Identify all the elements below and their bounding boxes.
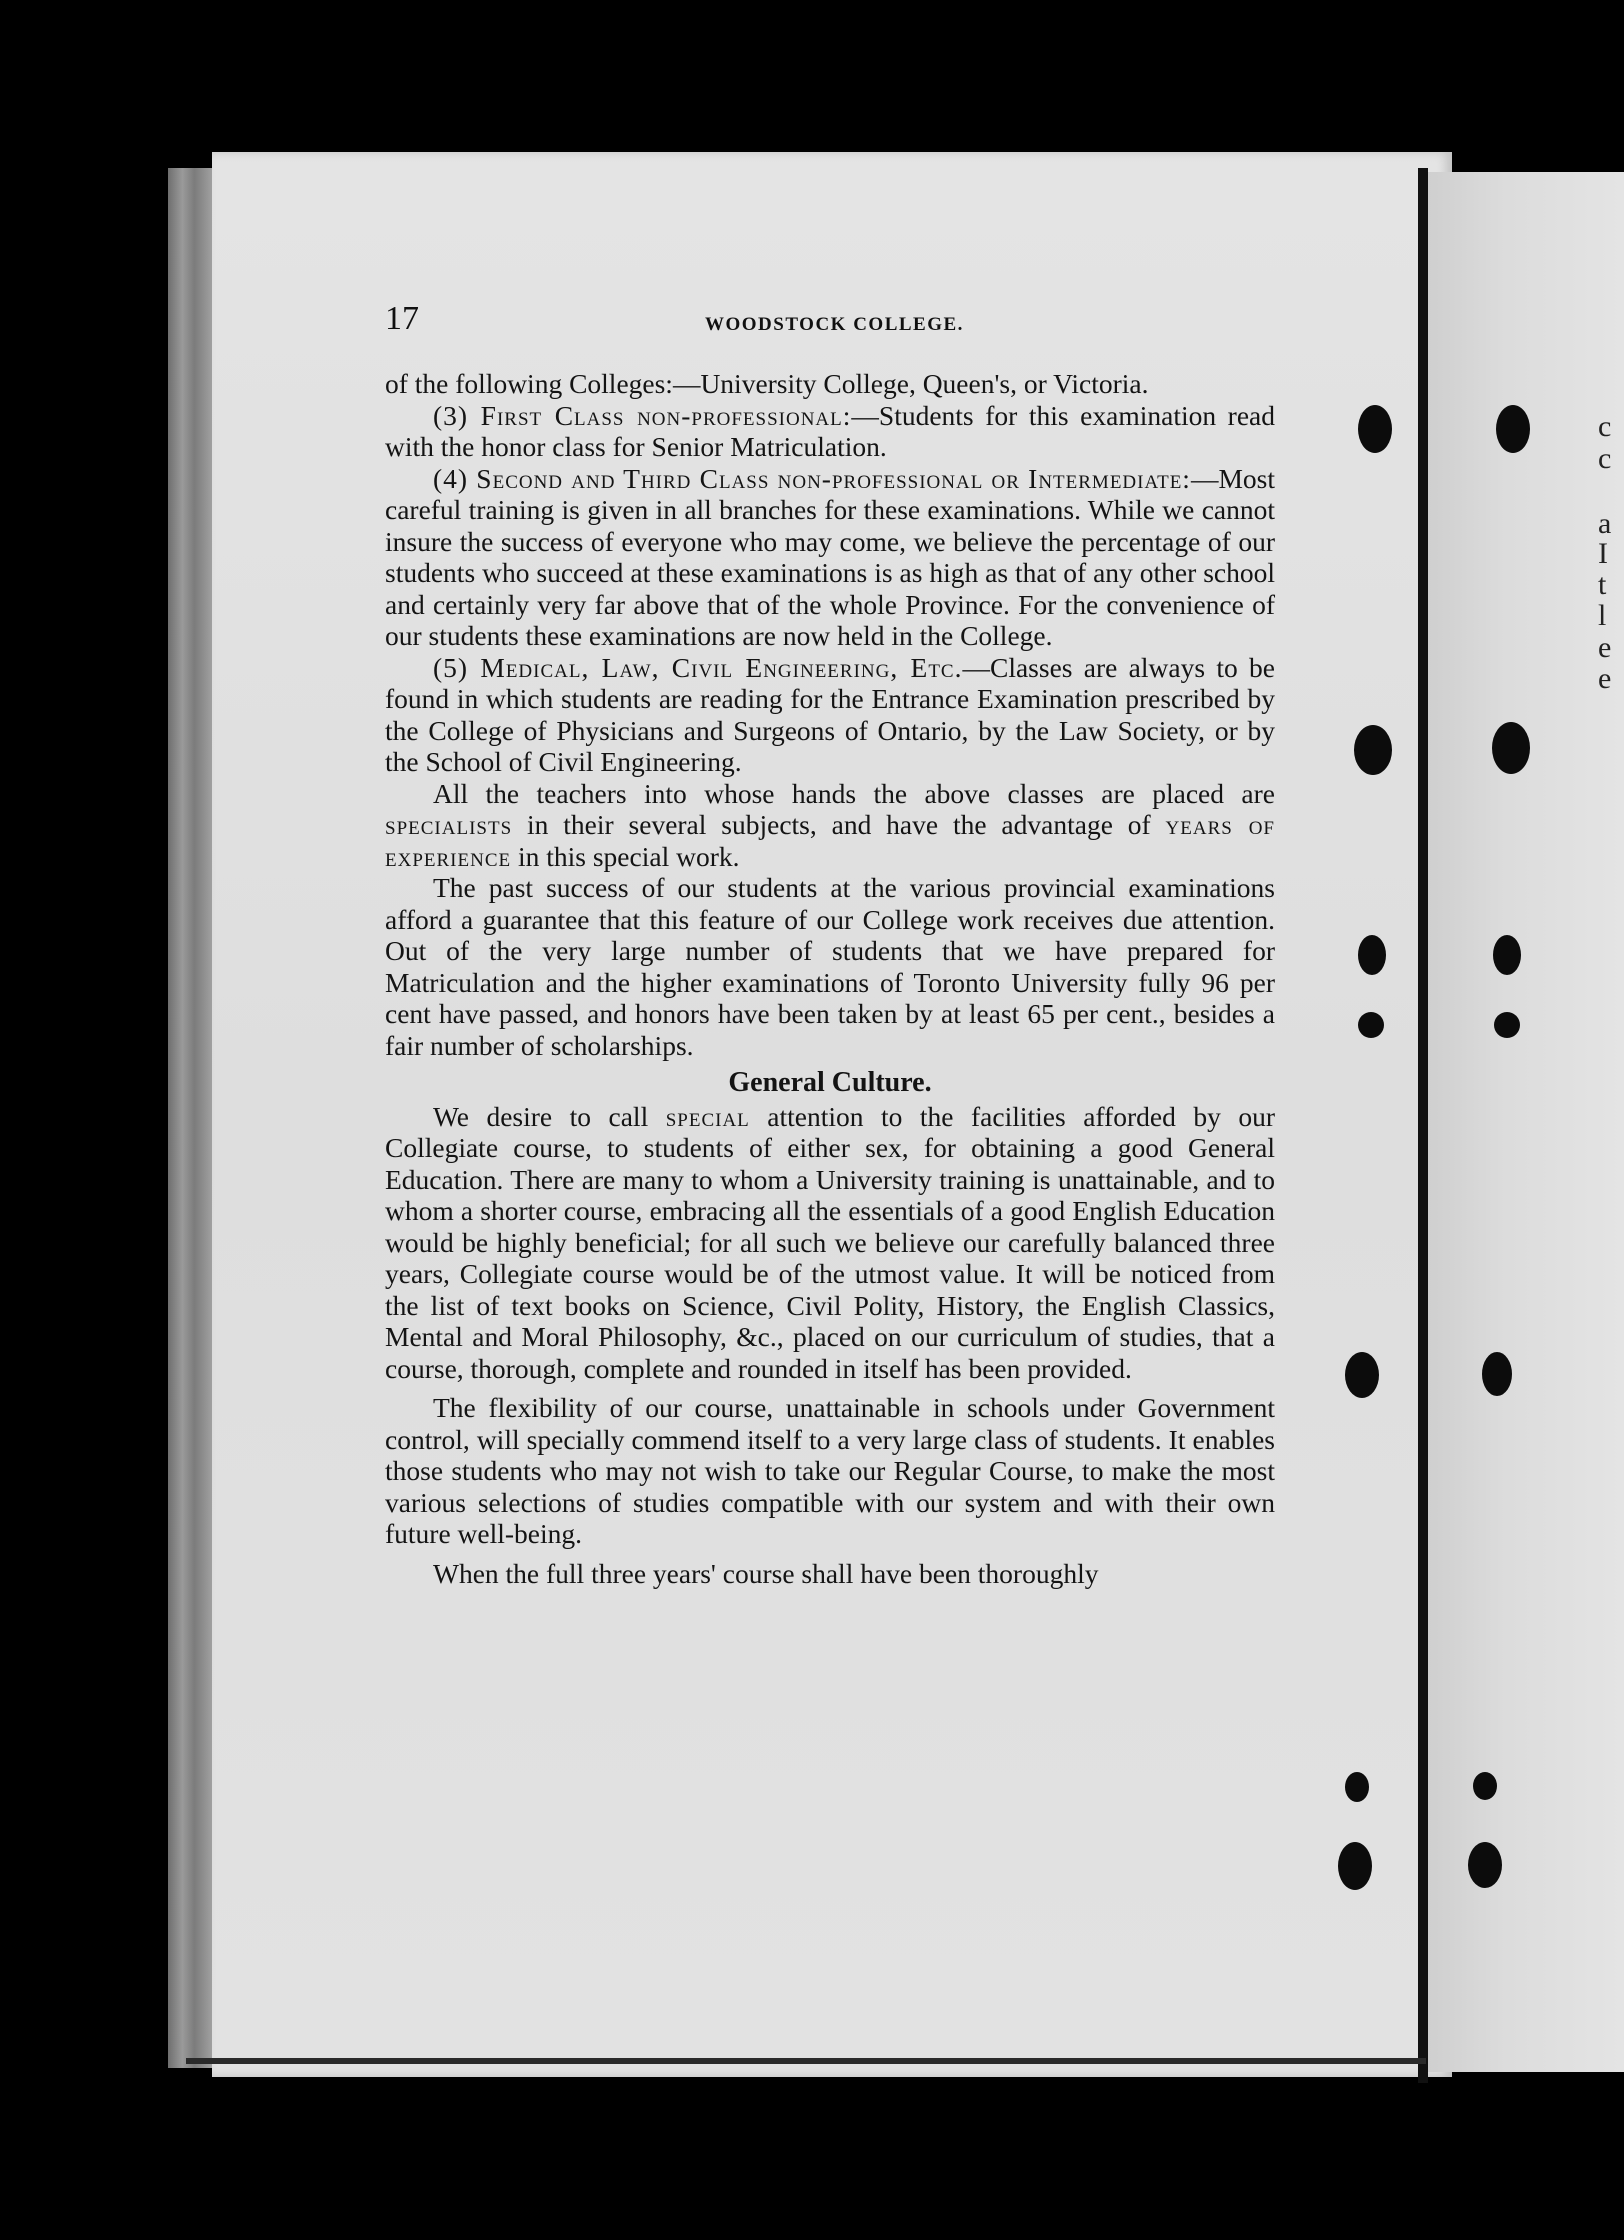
item-text: —Classes are always to be found in which students are reading for the Entrance Examination prescribed by the College of Physicians and Surgeons of Ontario, by the Law Society, or by the School of Civil Engineering.: [385, 651, 1275, 777]
punch-hole: [1496, 405, 1530, 453]
punch-hole: [1473, 1772, 1497, 1800]
page-bottom-edge: [186, 2058, 1426, 2064]
item-text: —Students for this examination read with the honor class for Senior Matriculation.: [385, 399, 1275, 462]
facing-page-letter: e: [1598, 631, 1612, 664]
punch-hole: [1358, 405, 1392, 453]
paragraph: When the full three years' course shall have been thoroughly: [433, 1557, 1099, 1589]
running-title: WOODSTOCK COLLEGE.: [705, 314, 964, 335]
item-text: —Most careful training is given in all branches for these examinations. While we cannot insure the success of everyone who may come, we believe the percentage of our students who succeed at these examinations is as high as that of any other school and certainly very far above that of the whole Province. For the convenience of our students these examinations are now held in the College.: [385, 462, 1275, 651]
paragraph-gap: [385, 1384, 1275, 1392]
punch-hole: [1358, 935, 1386, 975]
text-run: We desire to call: [433, 1100, 666, 1132]
punch-hole: [1358, 1012, 1384, 1038]
text-run: in their several subjects, and have the advantage of: [512, 809, 1166, 840]
facing-page: [1428, 172, 1624, 2072]
paragraph: [385, 652, 1275, 778]
item-label: (5) Medical, Law, Civil Engineering, Etc.: [433, 651, 963, 683]
page-edges-stack: [168, 168, 216, 2068]
punch-hole: [1468, 1842, 1502, 1888]
facing-page-letter: c: [1598, 410, 1612, 443]
item-label: (3) First Class non-professional:: [433, 399, 852, 431]
item-label: (4) Second and Third Class non-professional or Intermediate:: [433, 462, 1191, 494]
text-run: attention to the facilities afforded by our Collegiate course, to students of either sex, for obtaining a good General Education. There are many to whom a University training is unattainable, and to whom a shorter course, embracing all the essentials of a good English Education would be highly beneficial; for all such we believe our carefully balanced three years, Collegiate course would be of the utmost value. It will be noticed from the list of text books on Science, Civil Polity, History, the English Classics, Mental and Moral Philosophy, &c., placed on our curriculum of studies, that a course, thorough, complete and rounded in itself has been provided.: [385, 1100, 1275, 1384]
page-body: [385, 368, 1275, 1589]
facing-page-letter: t: [1598, 568, 1607, 601]
facing-page-letter: c: [1598, 442, 1612, 475]
punch-hole: [1338, 1842, 1372, 1890]
facing-page-letter: e: [1598, 662, 1612, 695]
punch-hole: [1345, 1352, 1379, 1398]
paragraph: [385, 778, 1275, 873]
facing-page-letter: l: [1598, 599, 1607, 632]
paragraph: [385, 400, 1275, 463]
paragraph: The past success of our students at the various provincial examinations afford a guarantee that this feature of our College work receives due attention. Out of the very large number of students that we have prepared for Matriculation and the higher examinations of Toronto University fully 96 per cent have passed, and honors have been taken by at least 65 per cent., besides a fair number of scholarships.: [385, 872, 1275, 1061]
paragraph: [385, 1101, 1275, 1385]
paragraph: of the following Colleges:—University College, Queen's, or Victoria.: [385, 368, 1149, 399]
emphasis-specialists: specialists: [385, 809, 513, 840]
book-gutter: [1418, 168, 1428, 2083]
text-run: All the teachers into whose hands the above classes are placed are: [433, 777, 1275, 809]
punch-hole: [1354, 725, 1392, 775]
paragraph: The flexibility of our course, unattainable in schools under Government control, will specially commend itself to a very large class of students. It enables those students who may not wish to take our Regular Course, to make the most various selections of studies compatible with our system and with their own future well-being.: [385, 1392, 1275, 1549]
facing-page-letter: a: [1598, 507, 1612, 540]
section-heading: General Culture.: [728, 1067, 932, 1098]
punch-hole: [1482, 1352, 1512, 1396]
text-run: in this special work.: [511, 840, 740, 872]
facing-page-letter: I: [1598, 537, 1608, 570]
punch-hole: [1492, 722, 1530, 774]
punch-hole: [1345, 1772, 1369, 1802]
page-number: 17: [385, 300, 419, 337]
emphasis-special: special: [665, 1100, 750, 1132]
punch-hole: [1494, 1012, 1520, 1038]
emphasis-years-of-experience: years of experience: [385, 809, 1275, 872]
paragraph: [385, 463, 1275, 652]
paragraph-gap: [385, 1550, 1275, 1558]
punch-hole: [1493, 935, 1521, 975]
